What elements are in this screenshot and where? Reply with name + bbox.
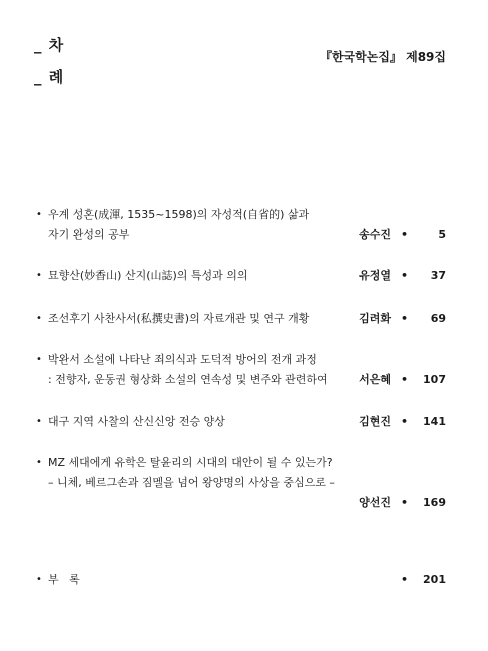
toc-entry[interactable] <box>36 309 446 329</box>
bullet-icon: • <box>36 313 42 324</box>
heading-line-2: _ 례 <box>34 68 65 86</box>
journal-title: 『한국학논집』 제89집 <box>319 50 446 64</box>
separator-dot: • <box>400 312 408 325</box>
entry-page: 107 <box>423 373 446 386</box>
entry-author: 서은혜 <box>359 373 391 386</box>
entry-author: 김현진 <box>359 415 391 428</box>
bullet-icon: • <box>36 209 42 220</box>
entry-author: 유정열 <box>359 269 391 282</box>
entry-page: 37 <box>430 269 446 282</box>
separator-dot: • <box>400 496 408 509</box>
entry-page: 69 <box>430 312 446 325</box>
toc-entry[interactable] <box>36 412 446 432</box>
entry-title-line: MZ 세대에게 유학은 탈윤리의 시대의 대안이 될 수 있는가? <box>48 456 333 469</box>
entry-page: 169 <box>423 496 446 509</box>
bullet-icon: • <box>36 457 42 468</box>
toc-entry[interactable] <box>36 570 446 590</box>
separator-dot: • <box>400 269 408 282</box>
entry-title-line: : 전향자, 운동권 형상화 소설의 연속성 및 변주와 관련하여 <box>48 373 328 386</box>
separator-dot: • <box>400 415 408 428</box>
entry-title-line: 우계 성혼(成渾, 1535~1598)의 자성적(自省的) 삶과 <box>48 208 310 221</box>
entry-page: 5 <box>438 228 446 241</box>
entry-title-line: 묘향산(妙香山) 산지(山誌)의 특성과 의의 <box>48 269 248 282</box>
heading-line-1: _ 차 <box>34 36 65 54</box>
separator-dot: • <box>400 573 408 586</box>
toc-entry[interactable] <box>36 266 446 286</box>
bullet-icon: • <box>36 574 42 585</box>
toc-entry[interactable] <box>36 350 446 390</box>
entry-author: 송수진 <box>359 228 391 241</box>
entry-subtitle-line: – 니체, 베르그손과 짐멜을 넘어 왕양명의 사상을 중심으로 – <box>48 476 335 489</box>
entry-author: 김려화 <box>359 312 391 325</box>
bullet-icon: • <box>36 354 42 365</box>
entry-title-line: 자기 완성의 공부 <box>48 228 130 241</box>
entry-author: 양선진 <box>359 496 391 509</box>
bullet-icon: • <box>36 416 42 427</box>
toc-entry[interactable] <box>36 205 446 245</box>
entry-page: 201 <box>423 573 446 586</box>
entry-page: 141 <box>423 415 446 428</box>
entry-title-line: 조선후기 사찬사서(私撰史書)의 자료개관 및 연구 개황 <box>48 312 310 325</box>
separator-dot: • <box>400 228 408 241</box>
entry-title-line: 부 록 <box>48 573 80 586</box>
bullet-icon: • <box>36 270 42 281</box>
toc-entry[interactable] <box>36 453 446 513</box>
separator-dot: • <box>400 373 408 386</box>
entry-title-line: 대구 지역 사찰의 산신신앙 전승 양상 <box>48 415 225 428</box>
entry-title-line: 박완서 소설에 나타난 죄의식과 도덕적 방어의 전개 과정 <box>48 353 317 366</box>
